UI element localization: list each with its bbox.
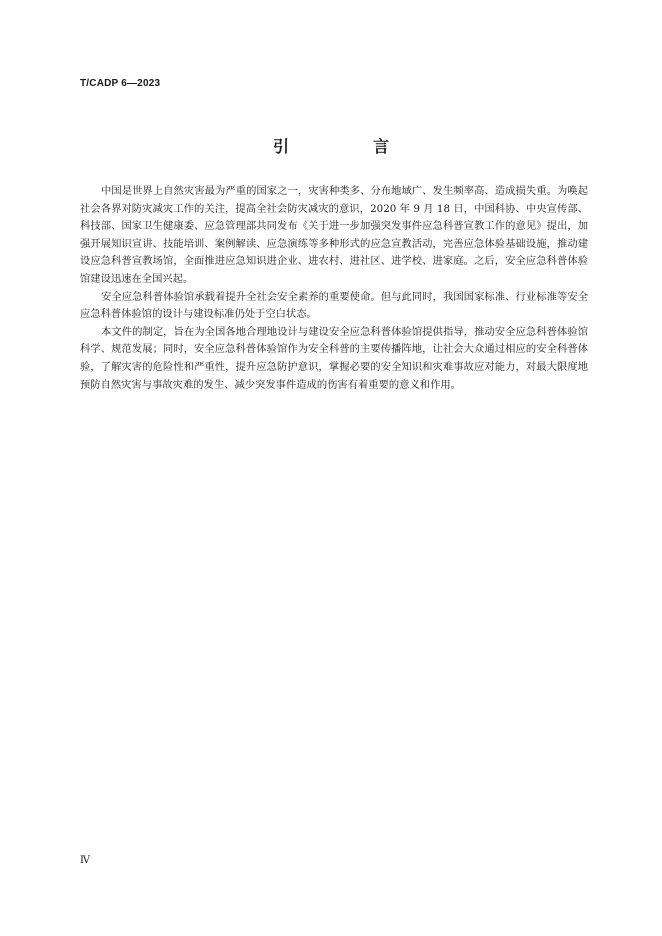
document-code: T/CADP 6—2023 (80, 78, 161, 89)
page-title: 引 言 (272, 137, 423, 156)
paragraph-3: 本文件的制定，旨在为全国各地合理地设计与建设安全应急科普体验馆提供指导，推动安全应急科普体验馆科学、规范发展；同时，安全应急科普体验馆作为安全科普的主要传播阵地，让社会大众通过相应的安全科普体验，了解灾害的危险性和严重性，提升应急防护意识，掌握必要的安全知识和灾难事故应对能力，对最大限度地预防自然灾害与事故灾难的发生、减少突发事件造成的伤害有着重要的意义和作用。 (80, 325, 588, 391)
paragraph-2: 安全应急科普体验馆承载着提升全社会安全素养的重要使命。但与此同时，我国国家标准、行业标准等安全应急科普体验馆的设计与建设标准仍处于空白状态。 (80, 290, 588, 321)
paragraph-1: 中国是世界上自然灾害最为严重的国家之一，灾害种类多、分布地域广、发生频率高、造成损失重。为唤起社会各界对防灾减灾工作的关注，提高全社会防灾减灾的意识，2020 年 9 月 18 日，中国科协、中央宣传部、科技部、国家卫生健康委、应急管理部共同发布《关于进一步加强突发事件应急科普宣教工作的意见》提出，加强开展知识宣讲、技能培训、案例解读、应急演练等多种形式的应急宣教活动，完善应急体验基础设施，推动建设应急科普宣教场馆，全面推进应急知识进企业、进农村、进社区、进学校、进家庭。之后，安全应急科普体验馆建设迅速在全国兴起。 (80, 185, 588, 285)
page-number: Ⅳ (80, 855, 90, 866)
body-text (80, 183, 588, 394)
